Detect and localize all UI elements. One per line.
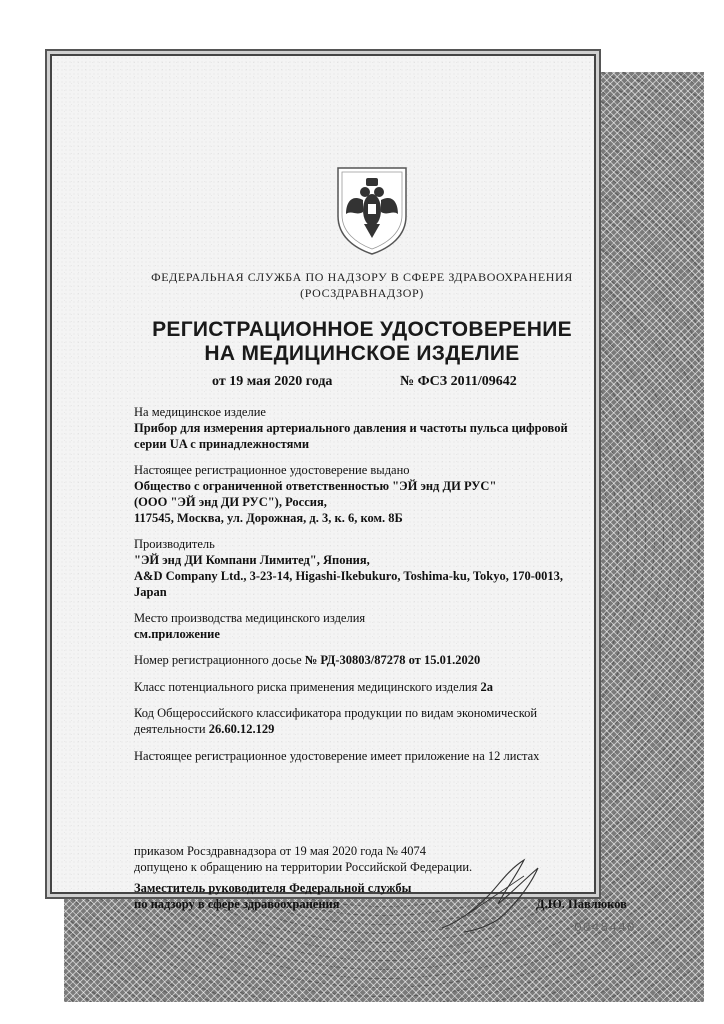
registration-number: № ФСЗ 2011/09642 bbox=[400, 374, 517, 389]
agency-name: ФЕДЕРАЛЬНАЯ СЛУЖБА ПО НАДЗОРУ В СФЕРЕ ЗДРАВООХРАНЕНИЯ bbox=[151, 270, 573, 284]
risk-class-line bbox=[134, 679, 654, 695]
device-label: На медицинское изделие bbox=[134, 405, 266, 419]
agency-abbreviation: (РОСЗДРАВНАДЗОР) bbox=[300, 286, 424, 300]
okpd-label-line2: деятельности bbox=[134, 722, 206, 736]
device-name-line2: серии UA с принадлежностями bbox=[134, 437, 310, 451]
signatory-position-line2: по надзору в сфере здравоохранения bbox=[134, 897, 340, 911]
manufacturer-line3: Japan bbox=[134, 585, 167, 599]
order-line1: приказом Росздравнадзора от 19 мая 2020 года № 4074 bbox=[134, 844, 427, 858]
dossier-value: № РД-30803/87278 от 15.01.2020 bbox=[304, 653, 481, 667]
okpd-label-line1: Код Общероссийского классификатора продукции по видам экономической bbox=[134, 706, 538, 720]
dossier-line bbox=[134, 652, 654, 668]
appendix-note: Настоящее регистрационное удостоверение имеет приложение на 12 листах bbox=[134, 749, 540, 763]
issued-label: Настоящее регистрационное удостоверение выдано bbox=[134, 463, 410, 477]
coat-of-arms-icon bbox=[334, 164, 410, 256]
document-title-line1: РЕГИСТРАЦИОННОЕ УДОСТОВЕРЕНИЕ bbox=[152, 318, 572, 341]
issue-date: от 19 мая 2020 года bbox=[212, 374, 333, 389]
signatory-name: Д.Ю. Павлюков bbox=[536, 897, 627, 911]
serial-number: 0048440 bbox=[574, 920, 636, 935]
document-title-line2: НА МЕДИЦИНСКОЕ ИЗДЕЛИЕ bbox=[204, 342, 520, 365]
device-name-line1: Прибор для измерения артериального давления и частоты пульса цифровой bbox=[134, 421, 568, 435]
production-place-value: см.приложение bbox=[134, 627, 220, 641]
holder-address: 117545, Москва, ул. Дорожная, д. 3, к. 6, ком. 8Б bbox=[134, 511, 403, 525]
risk-class-value: 2а bbox=[480, 680, 493, 694]
signatory-position-line1: Заместитель руководителя Федеральной службы bbox=[134, 881, 412, 895]
handwritten-signature bbox=[438, 856, 548, 936]
production-place-label: Место производства медицинского изделия bbox=[134, 611, 366, 625]
manufacturer-line1: "ЭЙ энд ДИ Компани Лимитед", Япония, bbox=[134, 553, 370, 567]
dossier-label: Номер регистрационного досье bbox=[134, 653, 302, 667]
manufacturer-label: Производитель bbox=[134, 537, 215, 551]
risk-class-label: Класс потенциального риска применения медицинского изделия bbox=[134, 680, 478, 694]
order-line2: допущено к обращению на территории Российской Федерации. bbox=[134, 860, 473, 874]
manufacturer-line2: A&D Company Ltd., 3-23-14, Higashi-Ikebukuro, Toshima-ku, Tokyo, 170-0013, bbox=[134, 569, 564, 583]
holder-line1: Общество с ограниченной ответственностью "ЭЙ энд ДИ РУС" bbox=[134, 479, 497, 493]
okpd-line2 bbox=[134, 721, 654, 737]
holder-line2: (ООО "ЭЙ энд ДИ РУС"), Россия, bbox=[134, 495, 327, 509]
okpd-value: 26.60.12.129 bbox=[208, 722, 275, 736]
